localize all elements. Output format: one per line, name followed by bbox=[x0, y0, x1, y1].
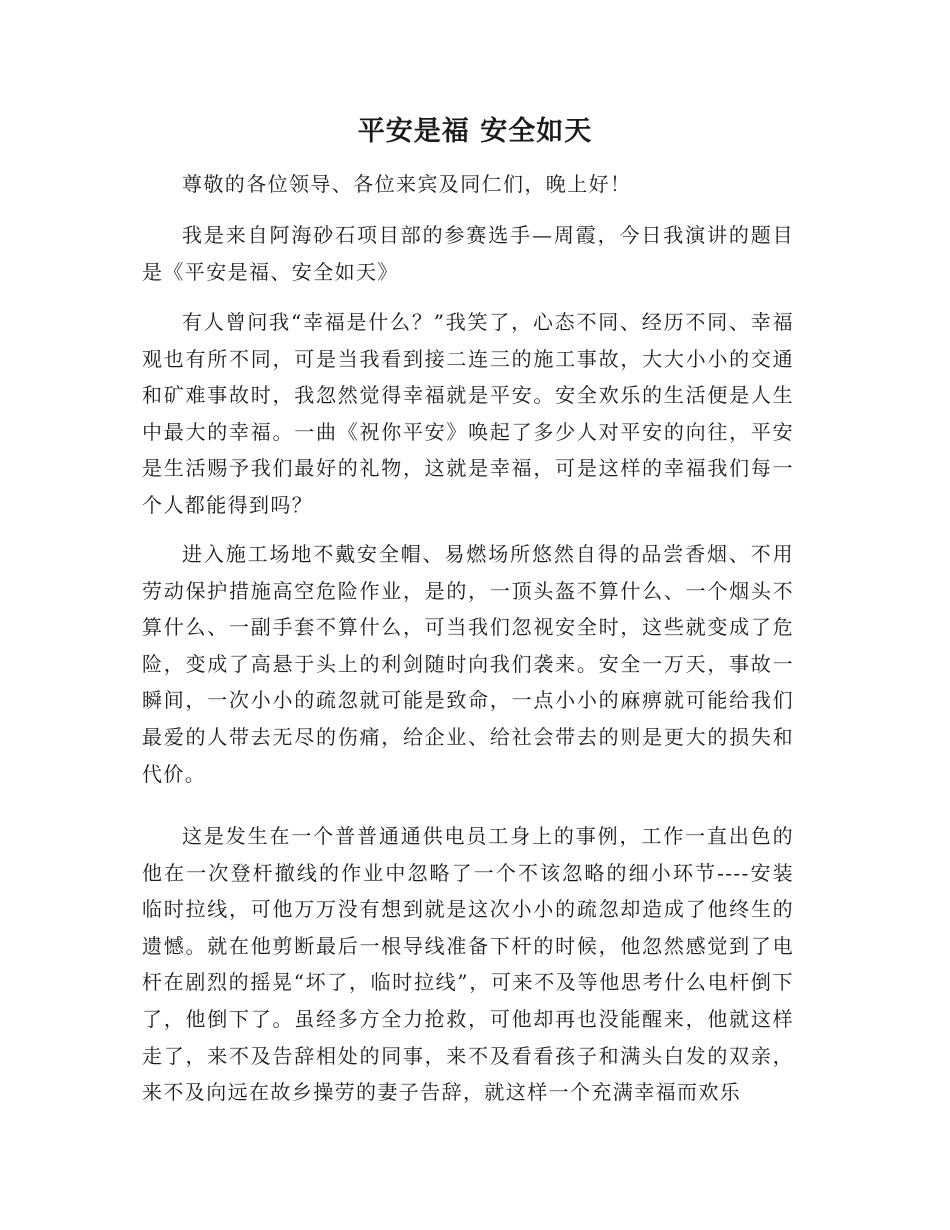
paragraph-happiness: 有人曾问我“幸福是什么？”我笑了，心态不同、经历不同、幸福观也有所不同，可是当我看到接二连三的施工事故，大大小小的交通和矿难事故时，我忽然觉得幸福就是平安。安全欢乐的生活便是人生中最大的幸福。一曲《祝你平安》唤起了多少人对平安的向往，平安是生活赐予我们最好的礼物，这就是幸福，可是这样的幸福我们每一个人都能得到吗？ bbox=[142, 310, 794, 517]
paragraph-introduction: 我是来自阿海砂石项目部的参赛选手—周霞，今日我演讲的题目是《平安是福、安全如天》 bbox=[142, 223, 794, 284]
document-title: 平安是福 安全如天 bbox=[357, 116, 593, 147]
paragraph-greeting: 尊敬的各位领导、各位来宾及同仁们，晚上好！ bbox=[182, 172, 632, 196]
paragraph-accident-story: 这是发生在一个普普通通供电员工身上的事例，工作一直出色的他在一次登杆撤线的作业中忽略了一个不该忽略的细小环节----安装临时拉线，可他万万没有想到就是这次小小的疏忽却造成了他终生的遗憾。就在他剪断最后一根导线准备下杆的时候，他忽然感觉到了电杆在剧烈的摇晃“坏了，临时拉线”，可来不及等他思考什么电杆倒下了，他倒下了。虽经多方全力抢救，可他却再也没能醒来，他就这样走了，来不及告辞相处的同事，来不及看看孩子和满头白发的双亲，来不及向远在故乡操劳的妻子告辞，就这样一个充满幸福而欢乐 bbox=[142, 824, 794, 1105]
paragraph-site-hazards: 进入施工场地不戴安全帽、易燃场所悠然自得的品尝香烟、不用劳动保护措施高空危险作业，是的，一顶头盔不算什么、一个烟头不算什么、一副手套不算什么，可当我们忽视安全时，这些就变成了危险，变成了高悬于头上的利剑随时向我们袭来。安全一万天，事故一瞬间，一次小小的疏忽就可能是致命，一点小小的麻痹就可能给我们最爱的人带去无尽的伤痛，给企业、给社会带去的则是更大的损失和代价。 bbox=[142, 542, 794, 786]
